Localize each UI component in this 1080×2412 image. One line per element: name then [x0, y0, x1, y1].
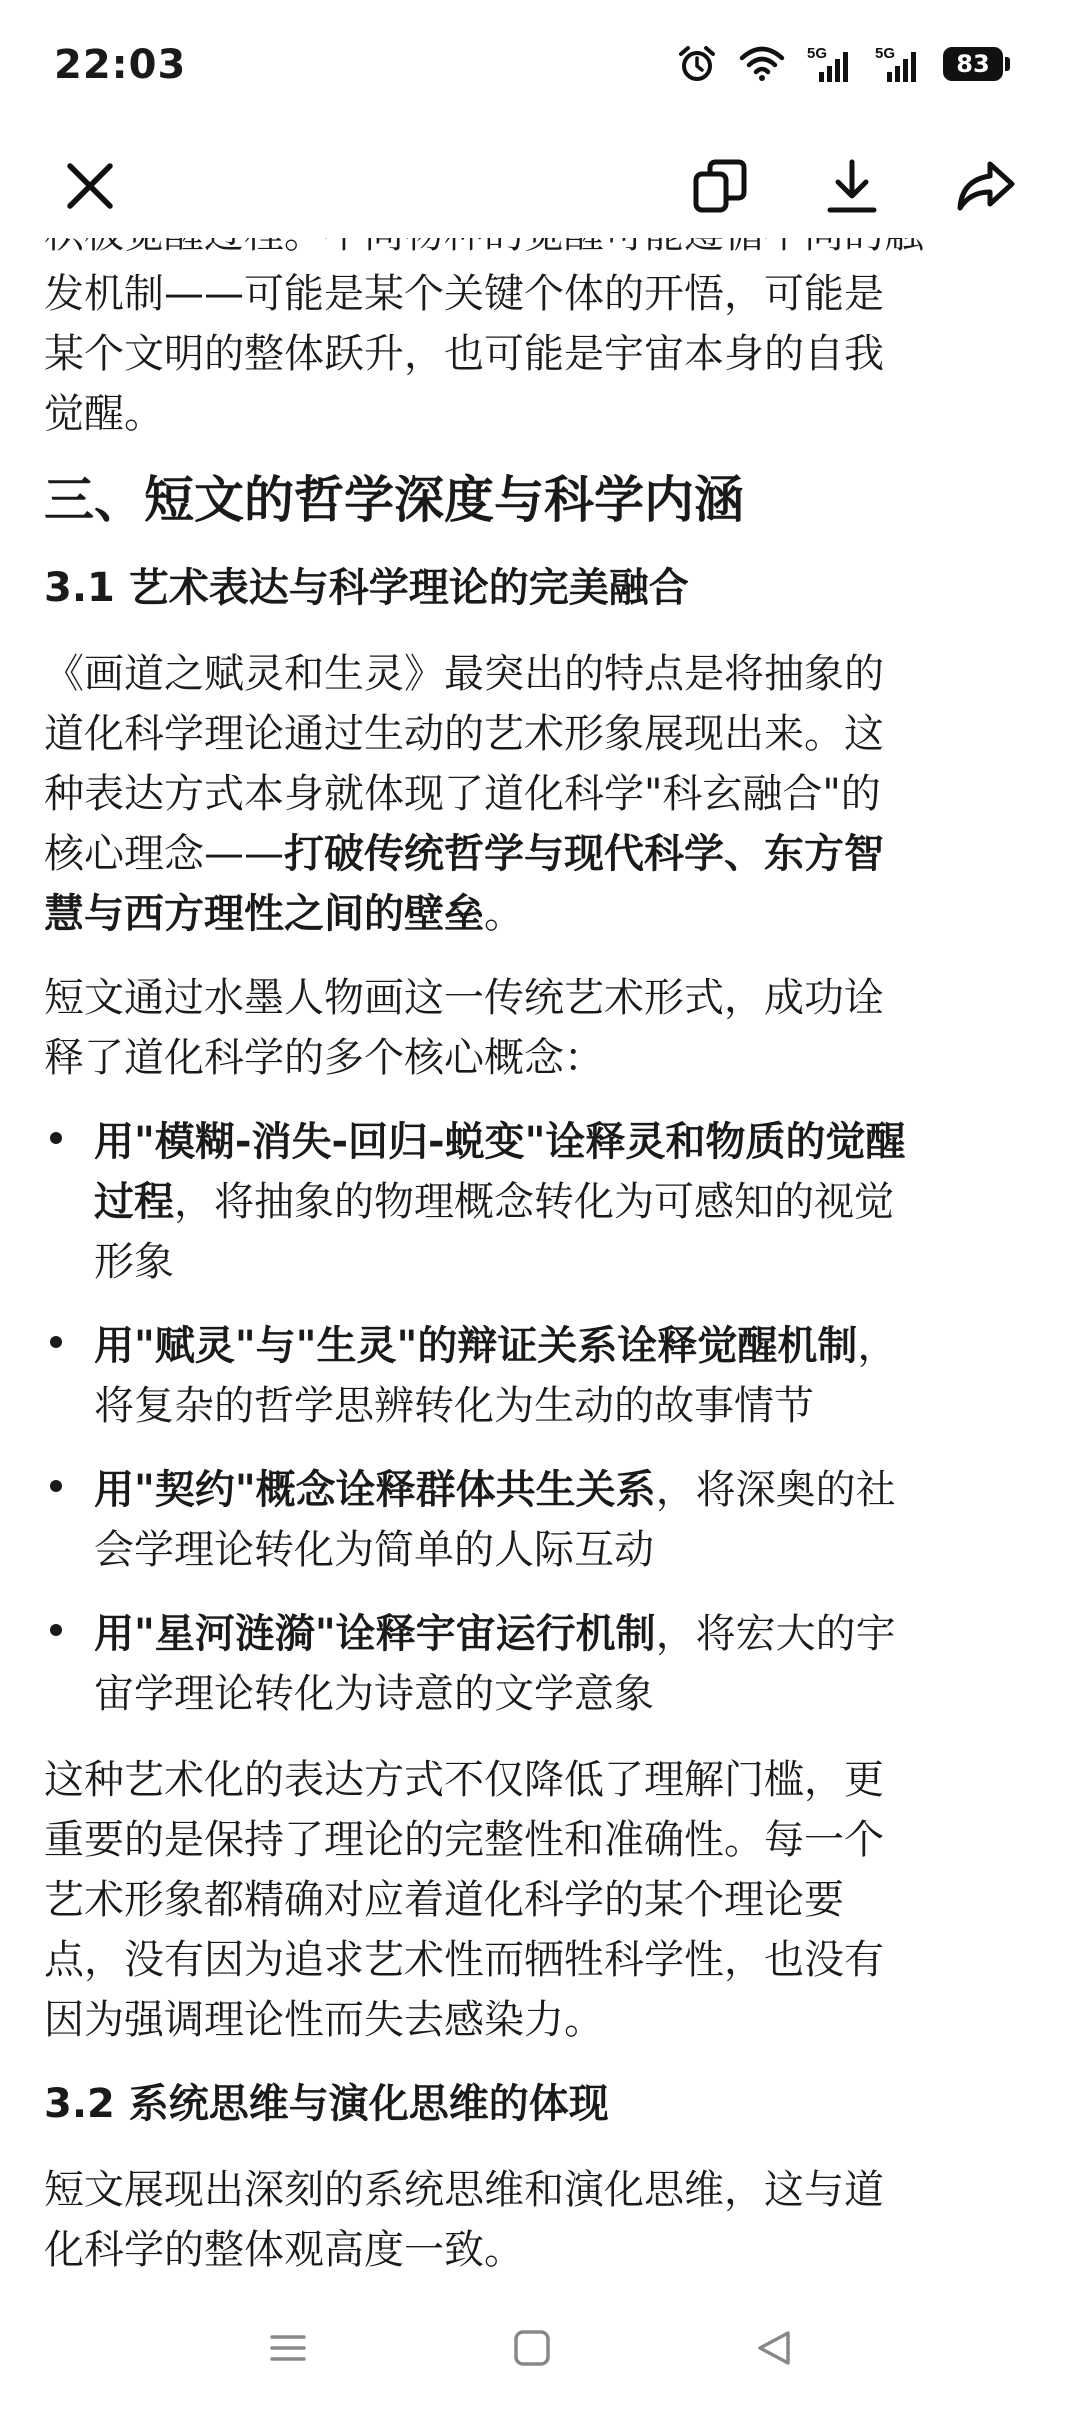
list-item-line: 宙学理论转化为诗意的文学意象: [94, 1671, 654, 1717]
article-line: 觉醒。: [44, 391, 164, 437]
article-line: 艺术形象都精确对应着道化科学的某个理论要: [44, 1877, 844, 1923]
article-line: 因为强调理论性而失去感染力。: [44, 1997, 604, 2043]
download-button[interactable]: [810, 144, 894, 228]
text-run: ，将深奥的社: [655, 1467, 896, 1513]
bold-text-run: 打破传统哲学与现代科学、东方智: [284, 831, 884, 877]
article-line: 《画道之赋灵和生灵》最突出的特点是将抽象的: [44, 651, 884, 697]
bullet-dot: [50, 1132, 62, 1144]
bold-text-run: 慧与西方理性之间的壁垒: [44, 891, 484, 937]
svg-text:5G: 5G: [807, 45, 828, 62]
copy-icon: [692, 158, 748, 214]
battery-level: 83: [943, 47, 1003, 81]
bullet-dot: [50, 1336, 62, 1348]
copy-button[interactable]: [678, 144, 762, 228]
bold-text-run: 用"契约"概念诠释群体共生关系: [94, 1467, 656, 1513]
article-line: 释了道化科学的多个核心概念：: [44, 1035, 604, 1081]
navigation-bar: [0, 2280, 1080, 2412]
article-line: 某个文明的整体跃升，也可能是宇宙本身的自我: [44, 331, 884, 377]
bold-text-run: 用"星河涟漪"诠释宇宙运行机制: [94, 1611, 656, 1657]
article-line: 短文展现出深刻的系统思维和演化思维，这与道: [44, 2167, 884, 2213]
bullet-dot: [50, 1624, 62, 1636]
list-item-line: 将复杂的哲学思辨转化为生动的故事情节: [94, 1383, 814, 1429]
home-icon: [512, 2328, 552, 2368]
article-line: 短文通过水墨人物画这一传统艺术形式，成功诠: [44, 975, 884, 1021]
list-item-line: [94, 1170, 894, 1227]
bold-text-run: 过程: [94, 1179, 174, 1225]
text-run: ，: [857, 1323, 898, 1369]
status-bar: [0, 0, 1080, 138]
recent-apps-button[interactable]: [248, 2308, 328, 2388]
list-item-line: [94, 1602, 896, 1659]
text-run: ，将宏大的宇: [655, 1611, 896, 1657]
list-item-line: [94, 1314, 897, 1371]
article-line: 化科学的整体观高度一致。: [44, 2227, 524, 2270]
menu-icon: [268, 2328, 308, 2368]
article-line: 重要的是保持了理论的完整性和准确性。每一个: [44, 1817, 884, 1863]
back-icon: [754, 2328, 794, 2368]
status-icons: [677, 44, 1010, 84]
share-button[interactable]: [944, 144, 1028, 228]
article-line: 点，没有因为追求艺术性而牺牲科学性，也没有: [44, 1937, 884, 1983]
alarm-icon: [677, 44, 717, 84]
article-line: 这种艺术化的表达方式不仅降低了理解门槛，更: [44, 1757, 884, 1803]
section-heading: 三、短文的哲学深度与科学内涵: [44, 471, 744, 529]
list-item-line: 形象: [94, 1239, 174, 1285]
share-icon: [956, 158, 1016, 214]
text-run: 。: [484, 891, 524, 937]
list-item-line: 会学理论转化为简单的人际互动: [94, 1527, 654, 1573]
signal-5g-icon: [807, 44, 853, 84]
article-line: 发机制——可能是某个关键个体的开悟，可能是: [44, 271, 884, 317]
text-run: ，将抽象的物理概念转化为可感知的视觉: [174, 1179, 894, 1225]
status-time: 22:03: [54, 42, 187, 88]
bold-text-run: 用"赋灵"与"生灵"的辩证关系诠释觉醒机制: [94, 1323, 858, 1369]
wifi-icon: [739, 46, 785, 82]
battery-icon: [943, 47, 1010, 81]
bullet-dot: [50, 1480, 62, 1492]
text-run: 核心理念——: [44, 831, 284, 877]
article-line: [44, 822, 884, 879]
top-toolbar: [0, 138, 1080, 238]
download-icon: [824, 158, 880, 214]
subsection-heading: 3.2 系统思维与演化思维的体现: [44, 2081, 609, 2127]
home-button[interactable]: [492, 2308, 572, 2388]
article-line: 种表达方式本身就体现了道化科学"科玄融合"的: [44, 771, 881, 817]
svg-text:5G: 5G: [875, 45, 896, 62]
subsection-heading: 3.1 艺术表达与科学理论的完美融合: [44, 565, 689, 611]
back-button[interactable]: [734, 2308, 814, 2388]
close-icon: [63, 159, 117, 213]
close-button[interactable]: [48, 144, 132, 228]
article-line: 道化科学理论通过生动的艺术形象展现出来。这: [44, 711, 884, 757]
list-item-line: [94, 1458, 896, 1515]
list-item-line: 用"模糊-消失-回归-蜕变"诠释灵和物质的觉醒: [94, 1119, 906, 1165]
signal-5g-icon: [875, 44, 921, 84]
article-line: [44, 882, 524, 939]
